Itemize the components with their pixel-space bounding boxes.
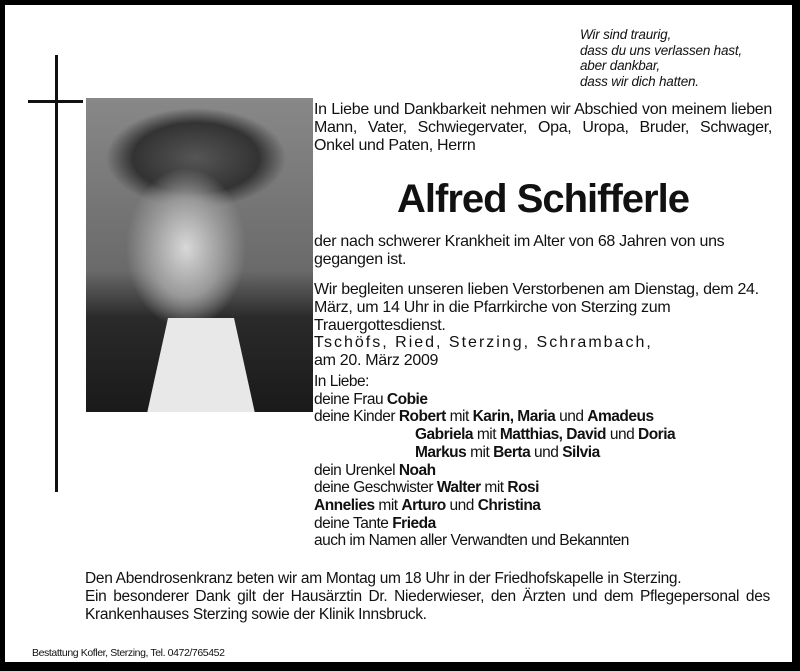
quote-line: Wir sind traurig,: [580, 27, 672, 42]
mourner-name: Matthias, David: [499, 426, 607, 444]
mourner-name: Robert: [398, 408, 446, 426]
mourner-name: Markus: [415, 443, 467, 461]
quote-line: dass wir dich hatten.: [580, 73, 699, 89]
relation-text: mit: [466, 443, 494, 461]
place-date: [314, 334, 772, 370]
cross-icon-bar: [28, 100, 83, 103]
relation-text: deine Geschwister: [314, 479, 437, 497]
thanks-text: Ein besonderer Dank gilt der Hausärztin Dr. Niederwieser, den Ärzten und dem Pflegepersonal des Krankenhauses Sterzing sowie der Klinik Innsbruck.: [85, 588, 770, 623]
mourner-name: Cobie: [386, 390, 428, 408]
portrait-photo: [86, 98, 313, 412]
cross-icon: [55, 55, 58, 492]
deceased-name: Alfred Schifferle: [397, 177, 689, 221]
memorial-quote: [580, 27, 742, 89]
mourner-name: Karin, Maria: [472, 408, 556, 426]
mourner-name: Christina: [477, 496, 541, 514]
mourner-line: [314, 426, 675, 444]
mourner-line: [314, 391, 675, 409]
obituary-notice: [5, 5, 792, 662]
death-text: der nach schwerer Krankheit im Alter von 68 Jahren von uns gegangen ist.: [314, 233, 725, 268]
mourner-name: Amadeus: [587, 408, 654, 426]
mourner-name: Gabriela: [415, 426, 474, 444]
relation-text: mit: [480, 479, 508, 497]
relation-text: dein Urenkel: [314, 461, 399, 479]
relation-text: und: [606, 426, 638, 444]
mourners-list: [314, 373, 675, 550]
relation-text: mit: [374, 496, 402, 514]
date: am 20. März 2009: [314, 352, 439, 369]
mourner-name: Rosi: [507, 479, 539, 497]
mourner-name: Doria: [638, 426, 676, 444]
rosary-text: Den Abendrosenkranz beten wir am Montag um 18 Uhr in der Friedhofskapelle in Sterzing.: [85, 570, 682, 587]
mourner-line: [314, 462, 675, 480]
relation-text: deine Frau: [314, 390, 387, 408]
relation-text: auch im Namen aller Verwandten und Bekannten: [314, 532, 629, 550]
mourner-name: Frieda: [392, 514, 436, 532]
relation-text: deine Kinder: [314, 408, 399, 426]
mourner-name: Noah: [398, 461, 436, 479]
mourner-line: [314, 479, 675, 497]
relation-text: deine Tante: [314, 514, 393, 532]
mourner-name: Annelies: [314, 496, 375, 514]
relation-text: mit: [473, 426, 500, 444]
funeral-home-credit: Bestattung Kofler, Sterzing, Tel. 0472/765452: [32, 647, 225, 659]
funeral-text: Wir begleiten unseren lieben Verstorbenen am Dienstag, dem 24. März, um 14 Uhr in die Pfarrkirche von Sterzing zum Trauergottesdienst.: [314, 281, 759, 334]
relation-text: und: [530, 443, 563, 461]
intro-text: In Liebe und Dankbarkeit nehmen wir Abschied von meinem lieben Mann, Vater, Schwiegervater, Opa, Uropa, Bruder, Schwager, Onkel und Paten, Herrn: [314, 101, 772, 154]
mourner-line: [314, 532, 675, 550]
closing-text: [85, 570, 770, 624]
relation-text: In Liebe:: [314, 373, 369, 390]
relation-text: und: [555, 408, 588, 426]
relation-text: und: [445, 496, 478, 514]
mourner-line: [314, 408, 675, 426]
mourner-line: [314, 373, 675, 391]
mourner-name: Berta: [493, 443, 531, 461]
quote-line: aber dankbar,: [580, 58, 660, 73]
mourner-line: [314, 515, 675, 533]
mourner-name: Walter: [436, 479, 481, 497]
quote-line: dass du uns verlassen hast,: [580, 42, 742, 58]
places: Tschöfs, Ried, Sterzing, Schrambach,: [314, 334, 653, 351]
mourner-name: Arturo: [401, 496, 446, 514]
mourner-line: [314, 497, 675, 515]
relation-text: mit: [445, 408, 473, 426]
mourner-line: [314, 444, 675, 462]
mourner-name: Silvia: [562, 443, 600, 461]
